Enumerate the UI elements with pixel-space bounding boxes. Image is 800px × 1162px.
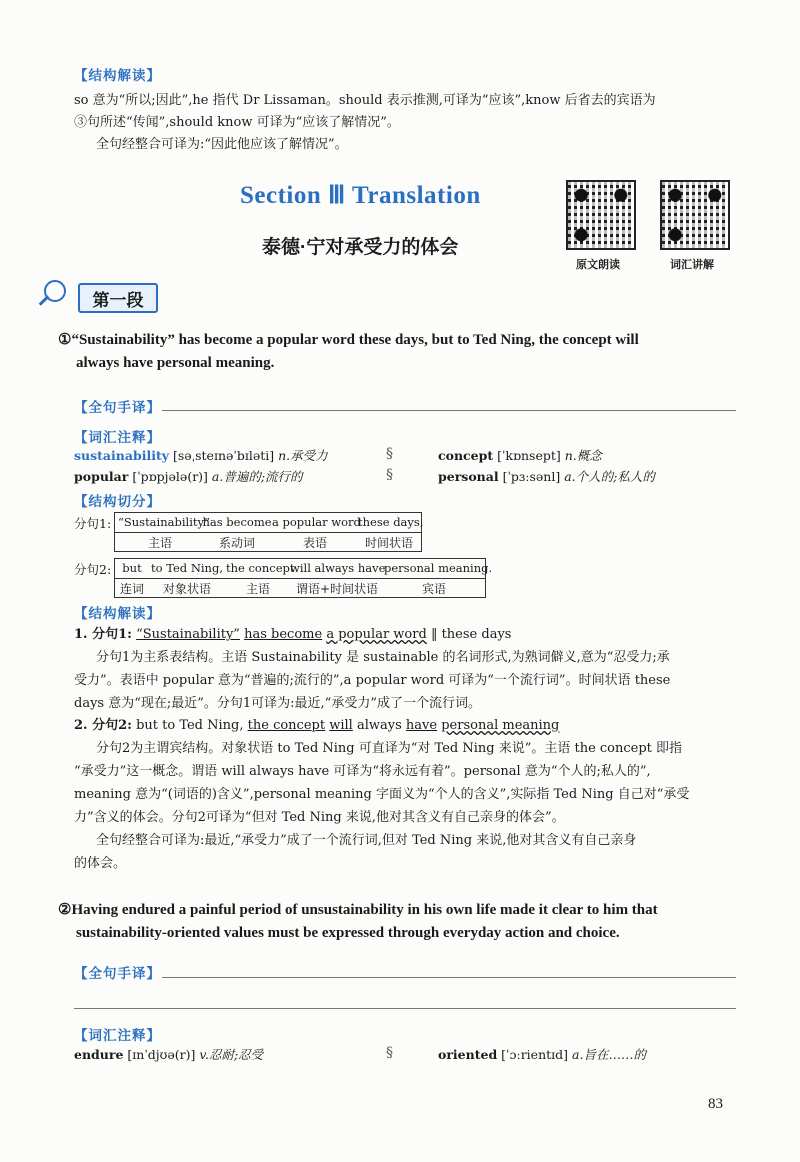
clause-2-seg: the concept — [226, 561, 295, 575]
vocab-item — [438, 467, 655, 487]
vocab-def: a.旨在……的 — [572, 1047, 646, 1062]
a1-adverbial: ‖ these days — [430, 627, 512, 642]
clause-2-seg: will always have — [290, 561, 386, 575]
clause-1-seg: these days, — [358, 515, 424, 529]
clause-2-seg: to Ted Ning, — [151, 561, 223, 575]
vocab-word: concept — [438, 448, 494, 463]
sentence-1-line-1: ①“Sustainability” has become a popular word these days, but to Ted Ning, the concept will — [58, 332, 639, 348]
a1-subject: “Sustainability” — [136, 627, 240, 642]
magnifier-handle-icon — [39, 295, 50, 306]
s2-vocab-tag: 【词汇注释】 — [74, 1028, 161, 1043]
vocab-item — [438, 1045, 646, 1065]
s1-vocab-tag: 【词汇注释】 — [74, 430, 161, 445]
vocab-phon: [ˈkɒnsept] — [497, 448, 561, 463]
divider-squiggle-icon: § — [386, 467, 393, 483]
vocab-word: sustainability — [74, 448, 169, 463]
analysis-2-p3: meaning 意为“(词语的)含义”,personal meaning 字面义为“个人的含义”,实际指 Ted Ning 自己对“承受 — [74, 787, 690, 802]
top-structure-tag: 【结构解读】 — [74, 68, 161, 83]
qr-code-vocab[interactable] — [660, 180, 730, 250]
vocab-phon: [ˈɔːrientɪd] — [501, 1047, 569, 1062]
vocab-item — [74, 446, 328, 466]
analysis-1-p1: 分句1为主系表结构。主语 Sustainability 是 sustainable 的名词形式,为熟词僻义,意为“忍受力;承 — [96, 650, 670, 665]
vocab-phon: [ˈpɜːsənl] — [502, 469, 561, 484]
qr-code-reading[interactable] — [566, 180, 636, 250]
s2-translate-tag: 【全句手译】 — [74, 966, 161, 981]
page-number: 83 — [708, 1096, 723, 1112]
clause-1-divider — [114, 532, 422, 533]
analysis-2-p4: 力”含义的体会。分句2可译为“但对 Ted Ning 来说,他对其含义有自己亲身的体会”。 — [74, 810, 565, 825]
vocab-phon: [ˈpɒpjələ(r)] — [132, 469, 208, 484]
clause-2-label: 分句2: — [74, 562, 112, 577]
a2-lead: but to Ted Ning, — [136, 718, 244, 733]
vocab-item — [74, 467, 303, 487]
a2-have: have — [405, 718, 438, 733]
top-line-2: ③句所述“传闻”,should know 可译为“应该了解情况”。 — [74, 115, 400, 130]
analysis-1-line — [74, 624, 734, 647]
sentence-1-line-2: always have personal meaning. — [76, 355, 275, 371]
qr-label-vocab: 词汇讲解 — [670, 259, 714, 271]
analysis-2-line — [74, 715, 734, 738]
s1-translate-line[interactable] — [162, 410, 736, 411]
clause-1-role: 时间状语 — [364, 536, 413, 550]
clause-2-seg: personal meaning. — [384, 561, 493, 575]
passage-subtitle: 泰德·宁对承受力的体会 — [262, 237, 459, 258]
paragraph-badge: 第一段 — [78, 283, 158, 313]
top-line-1: so 意为“所以;因此”,he 指代 Dr Lissaman。should 表示推测,可译为“应该”,know 后省去的宾语为 — [74, 93, 656, 108]
clause-2-role: 宾语 — [421, 582, 446, 596]
clause-2-role: 对象状语 — [162, 582, 211, 596]
vocab-def: a.普遍的;流行的 — [211, 469, 303, 484]
s2-translate-line-1[interactable] — [162, 977, 736, 978]
clause-1-role: 主语 — [147, 536, 172, 550]
vocab-def: a.个人的;私人的 — [564, 469, 655, 484]
analysis-2-head: 2. 分句2: — [74, 718, 132, 733]
s1-split-tag: 【结构切分】 — [74, 494, 161, 509]
analysis-1-p3: days 意为“现在;最近”。分句1可译为:最近,“承受力”成了一个流行词。 — [74, 696, 481, 711]
a1-predicative: a popular word — [326, 627, 427, 642]
vocab-def: n.承受力 — [278, 448, 328, 463]
a1-verb: has become — [244, 627, 323, 642]
clause-2-role: 连词 — [119, 582, 144, 596]
vocab-item — [438, 446, 602, 466]
vocab-word: personal — [438, 469, 499, 484]
whole-translation-2: 的体会。 — [74, 856, 127, 871]
a2-subject: the concept — [247, 718, 326, 733]
vocab-phon: [səˌsteɪnəˈbɪləti] — [172, 448, 275, 463]
clause-2-role: 谓语+时间状语 — [295, 582, 379, 596]
clause-1-label: 分句1: — [74, 516, 112, 531]
clause-2-role: 主语 — [245, 582, 270, 596]
a2-will: will — [329, 718, 353, 733]
a2-always: always — [356, 718, 402, 733]
qr-label-reading: 原文朗读 — [576, 259, 620, 271]
vocab-def: n.概念 — [564, 448, 602, 463]
clause-2-seg: but — [122, 561, 142, 575]
vocab-word: endure — [74, 1047, 124, 1062]
clause-1-seg: a popular word — [272, 515, 361, 529]
s1-translate-tag: 【全句手译】 — [74, 400, 161, 415]
vocab-def: v.忍耐;忍受 — [199, 1047, 264, 1062]
vocab-phon: [ɪnˈdjʊə(r)] — [127, 1047, 196, 1062]
clause-1-role: 表语 — [302, 536, 327, 550]
analysis-1-p2: 受力”。表语中 popular 意为“普遍的;流行的”,a popular word 可译为“一个流行词”。时间状语 these — [74, 673, 671, 688]
analysis-2-p2: “承受力”这一概念。谓语 will always have 可译为“将永远有着”。personal 意为“个人的;私人的”, — [74, 764, 651, 779]
divider-squiggle-icon: § — [386, 446, 393, 462]
clause-2-divider — [114, 578, 486, 579]
analysis-1-head: 1. 分句1: — [74, 627, 132, 642]
clause-1-seg: “Sustainability” — [118, 515, 210, 529]
vocab-item — [74, 1045, 263, 1065]
a2-object: personal meaning — [441, 718, 560, 733]
clause-1-role: 系动词 — [218, 536, 255, 550]
clause-1-seg: has become — [202, 515, 272, 529]
s1-analysis-tag: 【结构解读】 — [74, 606, 161, 621]
divider-squiggle-icon: § — [386, 1045, 393, 1061]
section-title: Section Ⅲ Translation — [240, 182, 481, 209]
vocab-word: popular — [74, 469, 129, 484]
whole-translation-1: 全句经整合可译为:最近,“承受力”成了一个流行词,但对 Ted Ning 来说,他对其含义有自己亲身 — [96, 833, 637, 848]
top-line-3: 全句经整合可译为:“因此他应该了解情况”。 — [96, 137, 348, 152]
analysis-2-p1: 分句2为主谓宾结构。对象状语 to Ted Ning 可直译为“对 Ted Ning 来说”。主语 the concept 即指 — [96, 741, 683, 756]
sentence-2-line-2: sustainability-oriented values must be expressed through everyday action and choice. — [76, 925, 620, 941]
s2-translate-line-2[interactable] — [74, 1008, 736, 1009]
sentence-2-line-1: ②Having endured a painful period of unsustainability in his own life made it clear to him that — [58, 902, 658, 918]
vocab-word: oriented — [438, 1047, 498, 1062]
